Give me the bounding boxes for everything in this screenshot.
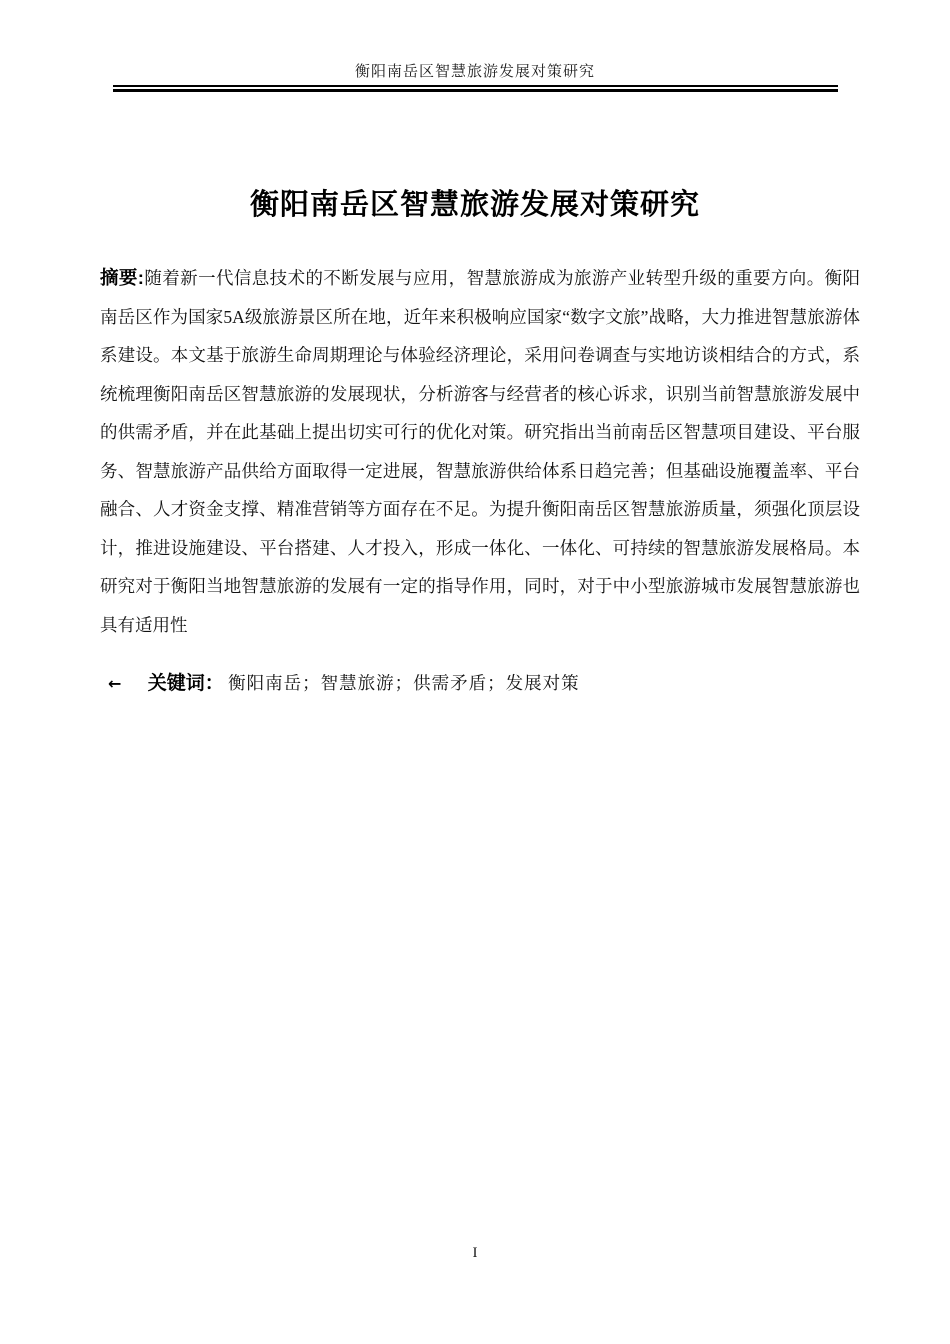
header-double-rule (113, 85, 838, 92)
abstract-paragraph (100, 259, 860, 644)
header-title: 衡阳南岳区智慧旅游发展对策研究 (354, 64, 595, 80)
keywords-text: 衡阳南岳；智慧旅游；供需矛盾；发展对策 (228, 673, 580, 693)
page-header (0, 0, 950, 92)
left-arrow-marker-icon: ← (108, 674, 122, 693)
keywords-row (100, 668, 860, 699)
page-number: I (472, 1245, 478, 1261)
keywords-label: 关键词： (147, 673, 224, 694)
abstract-text: 随着新一代信息技术的不断发展与应用，智慧旅游成为旅游产业转型升级的重要方向。衡阳南岳区作为国家5A级旅游景区所在地，近年来积极响应国家“数字文旅”战略，大力推进智慧旅游体系建设。本文基于旅游生命周期理论与体验经济理论，采用问卷调查与实地访谈相结合的方式，系统梳理衡阳南岳区智慧旅游的发展现状，分析游客与经营者的核心诉求，识别当前智慧旅游发展中的供需矛盾，并在此基础上提出切实可行的优化对策。研究指出当前南岳区智慧项目建设、平台服务、智慧旅游产品供给方面取得一定进展，智慧旅游供给体系日趋完善；但基础设施覆盖率、平台融合、人才资金支撑、精准营销等方面存在不足。为提升衡阳南岳区智慧旅游质量，须强化顶层设计，推进设施建设、平台搭建、人才投入，形成一体化、一体化、可持续的智慧旅游发展格局。本研究对于衡阳当地智慧旅游的发展有一定的指导作用，同时，对于中小型旅游城市发展智慧旅游也具有适用性 (100, 268, 860, 635)
page-footer (0, 1245, 950, 1262)
document-title: 衡阳南岳区智慧旅游发展对策研究 (249, 189, 700, 221)
abstract-label: 摘要: (100, 267, 144, 288)
